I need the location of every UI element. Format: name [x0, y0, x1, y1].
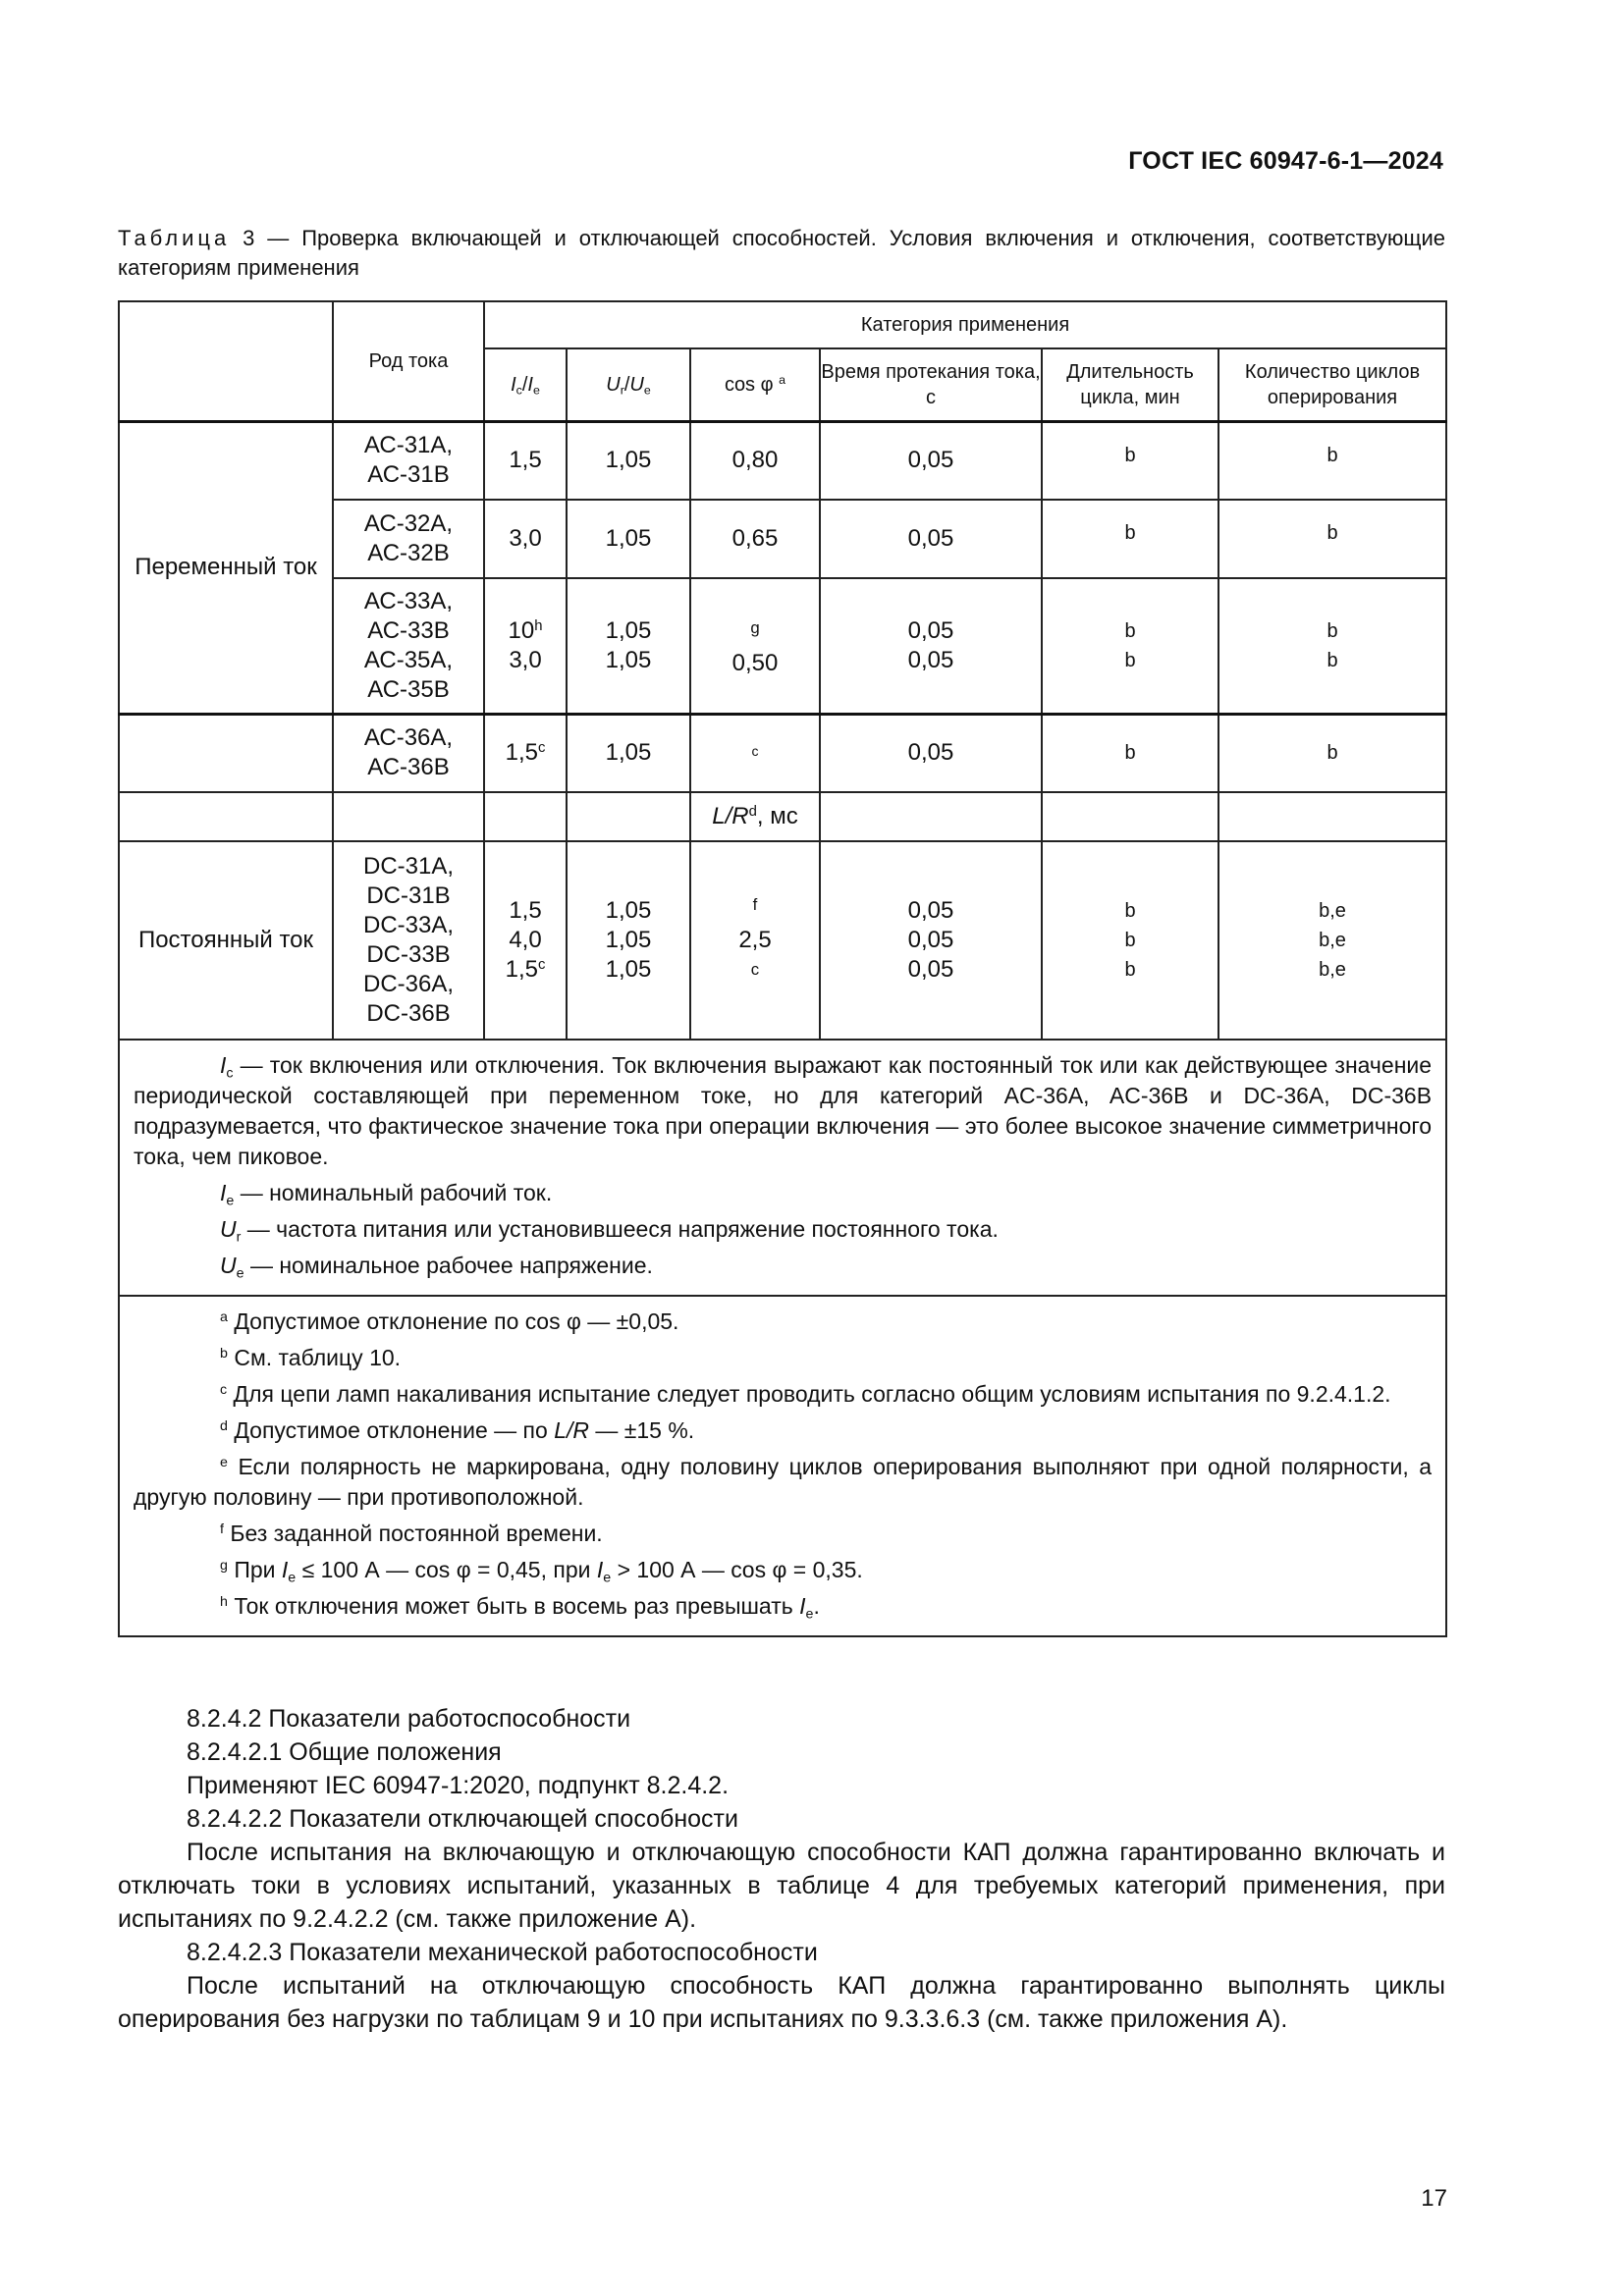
cell-ic: 3,0: [484, 500, 567, 578]
header-ur-ue: $U_r/U_e$: [567, 348, 690, 421]
cell-cycles: b: [1218, 500, 1446, 578]
cell-cycles: b,e b,e b,e: [1218, 841, 1446, 1040]
symbols-row: [119, 1040, 1446, 1296]
cat-ac36: АС-36А, АС-36В: [333, 714, 484, 792]
cell-lr: $^f$ 2,5 $^c$: [690, 841, 820, 1040]
cell-cos: $^g$ 0,50: [690, 578, 820, 714]
footnote-d: $^d$ Допустимое отклонение — по L/R — ±15 %.: [220, 1417, 695, 1443]
cat-ac31: АС-31А, АС-31В: [333, 421, 484, 500]
empty-cell: [820, 792, 1042, 841]
footnote-b: $^b$ См. таблицу 10.: [220, 1345, 402, 1370]
empty-cell: [333, 792, 484, 841]
cell-cos: 0,80: [690, 421, 820, 500]
symbol-ic: $I_c$ — ток включения или отключения. Ток включения выражают как постоянный ток или как действующее значение периодической составляющей при переменном токе, но для категорий AC-36A, AC-36B и DC-36A, DC-36B подразумевается, что фактическое значение тока при операции включения — это более высокое значение симметричного тока, чем пиковое.: [134, 1052, 1433, 1169]
footnote-g: $^g$ При $I_e \le 100$ А — cos φ = 0,45, при $I_e > 100$ А — cos φ = 0,35.: [220, 1557, 863, 1586]
header-lr: $L/R^d$, мс: [690, 792, 820, 841]
cell-time: 0,05 0,05 0,05: [820, 841, 1042, 1040]
cell-cycles: b: [1218, 714, 1446, 792]
footnotes-row: [119, 1296, 1446, 1636]
footnote-h: $^h$ Ток отключения может быть в восемь раз превышать $I_e$.: [220, 1593, 820, 1623]
table-row: [119, 421, 1446, 500]
symbol-ue: $U_e$ — номинальное рабочее напряжение.: [220, 1253, 653, 1282]
table-row: [119, 792, 1446, 841]
symbol-ur: $U_r$ — частота питания или установившееся напряжение постоянного тока.: [220, 1216, 999, 1246]
symbol-ie: $I_e$ — номинальный рабочий ток.: [220, 1180, 553, 1209]
table-row: [119, 714, 1446, 792]
cell-cycles: b: [1218, 421, 1446, 500]
footnote-c: $^c$ Для цепи ламп накаливания испытание следует проводить согласно общим условиям испытания по 9.2.4.1.2.: [220, 1381, 1391, 1407]
header-cycles: Количество циклов оперирования: [1218, 348, 1446, 421]
paragraph: Применяют IEC 60947-1:2020, подпункт 8.2.4.2.: [187, 1772, 730, 1799]
paragraph: После испытаний на отключающую способность КАП должна гарантированно выполнять циклы оперирования без нагрузки по таблицам 9 и 10 при испытаниях по 9.3.3.6.3 (см. также приложения А).: [118, 1972, 1445, 2033]
header-current-kind: Род тока: [333, 301, 484, 421]
header-duration: Длительность цикла, мин: [1042, 348, 1218, 421]
table-row: [119, 841, 1446, 1040]
ac-label: Переменный ток: [119, 421, 333, 714]
cell-time: 0,05: [820, 714, 1042, 792]
paragraph: 8.2.4.2.3 Показатели механической работоспособности: [187, 1939, 818, 1966]
empty-cell: [119, 792, 333, 841]
cell-cycles: b b: [1218, 578, 1446, 714]
ac-label-continued: [119, 714, 333, 792]
footnote-f: $^f$ Без заданной постоянной времени.: [220, 1521, 603, 1546]
cell-ic: 1,5: [484, 421, 567, 500]
cell-duration: b b b: [1042, 841, 1218, 1040]
cell-time: 0,05: [820, 500, 1042, 578]
empty-cell: [1042, 792, 1218, 841]
cat-ac32: АС-32А, АС-32В: [333, 500, 484, 578]
cat-ac33: АС-33А, АС-33В АС-35А, АС-35В: [333, 578, 484, 714]
cell-ic: 1,5 4,0 1,5$^c$: [484, 841, 567, 1040]
page-number: 17: [1421, 2185, 1447, 2212]
empty-cell: [567, 792, 690, 841]
paragraph: После испытания на включающую и отключающую способности КАП должна гарантированно включать и отключать токи в условиях испытаний, указанных в таблице 4 для требуемых категорий применения, при испытаниях по 9.2.4.2.2 (см. также приложение А).: [118, 1839, 1445, 1933]
table-caption: [118, 224, 1445, 283]
header-category: Категория применения: [484, 301, 1446, 348]
cell-ur: 1,05: [567, 714, 690, 792]
header-empty: [119, 301, 333, 421]
footnotes-block: [120, 1297, 1445, 1635]
paragraph: 8.2.4.2.2 Показатели отключающей способности: [187, 1805, 738, 1833]
cell-duration: b: [1042, 714, 1218, 792]
header-cos: cos φ $^a$: [690, 348, 820, 421]
paragraph: 8.2.4.2.1 Общие положения: [187, 1738, 502, 1766]
header-ic-ie: $I_c/I_e$: [484, 348, 567, 421]
symbols-block: [120, 1041, 1445, 1295]
cell-time: 0,05: [820, 421, 1042, 500]
document-code: ГОСТ IEC 60947-6-1—2024: [1128, 147, 1443, 175]
footnote-e: $^e$ Если полярность не маркирована, одну половину циклов оперирования выполняют при одной полярности, а другую половину — при противоположной.: [134, 1454, 1433, 1510]
cell-duration: b: [1042, 421, 1218, 500]
cell-ur: 1,05: [567, 421, 690, 500]
cell-duration: b b: [1042, 578, 1218, 714]
caption-text: 3 — Проверка включающей и отключающей способностей. Условия включения и отключения, соответствующие категориям применения: [118, 226, 1445, 280]
cell-duration: b: [1042, 500, 1218, 578]
dc-label: Постоянный ток: [119, 841, 333, 1040]
cell-ic: 1,5$^c$: [484, 714, 567, 792]
cell-ur: 1,05: [567, 500, 690, 578]
body-text: [118, 1702, 1445, 2036]
empty-cell: [484, 792, 567, 841]
cell-cos: c: [690, 714, 820, 792]
paragraph: 8.2.4.2 Показатели работоспособности: [187, 1705, 631, 1733]
cell-time: 0,05 0,05: [820, 578, 1042, 714]
footnote-a: $^a$ Допустимое отклонение по cos φ — ±0,05.: [220, 1308, 679, 1334]
cell-cos: 0,65: [690, 500, 820, 578]
cell-ur: 1,05 1,05: [567, 578, 690, 714]
table-3: [118, 300, 1447, 1637]
cell-ic: 10$^h$ 3,0: [484, 578, 567, 714]
cell-ur: 1,05 1,05 1,05: [567, 841, 690, 1040]
header-time: Время протекания тока, с: [820, 348, 1042, 421]
empty-cell: [1218, 792, 1446, 841]
caption-label: Таблица: [118, 226, 231, 250]
cat-dc: DC-31A, DC-31B DC-33A, DC-33B DC-36A, DC-36B: [333, 841, 484, 1040]
